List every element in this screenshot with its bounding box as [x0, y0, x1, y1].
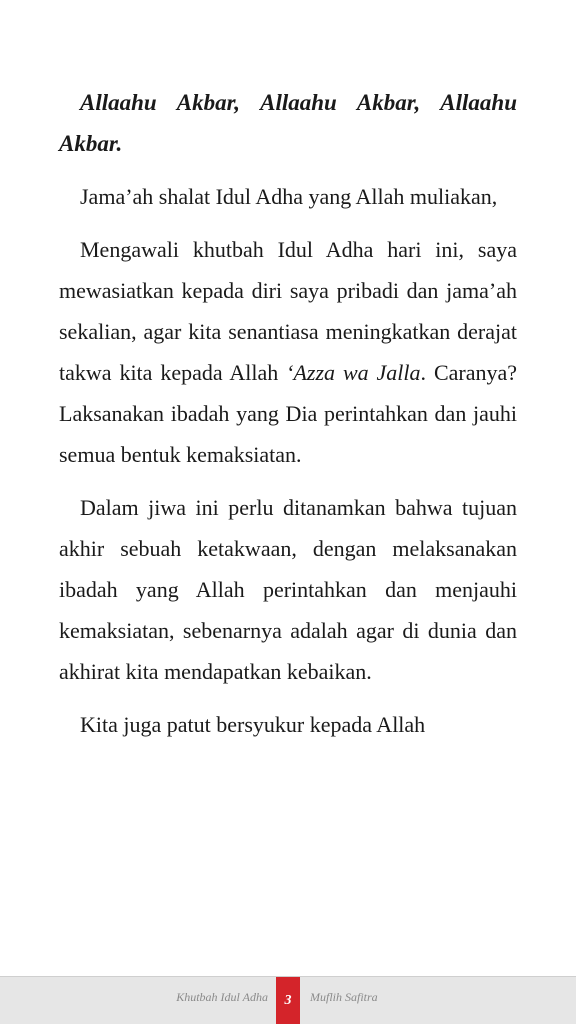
- page-number-badge: 3: [276, 977, 300, 1024]
- azza-wa-jalla-phrase: ‘Azza wa Jalla: [286, 360, 421, 385]
- takbir-opening: Allaahu Akbar, Allaahu Akbar, Allaahu Akbar.: [59, 90, 517, 156]
- paragraph-takwa: Dalam jiwa ini perlu ditanamkan bahwa tujuan akhir sebuah ketakwaan, dengan melaksanakan ibadah yang Allah perintahkan dan menjauhi kemaksiatan, sebenarnya adalah agar di dunia dan akhirat kita mendapatkan kebaikan.: [59, 495, 517, 684]
- greeting-paragraph: Jama’ah shalat Idul Adha yang Allah muliakan,: [80, 184, 498, 209]
- paragraph-syukur: Kita juga patut bersyukur kepada Allah: [80, 712, 426, 737]
- paragraph-wasiat-text-start: Mengawali khutbah Idul Adha hari ini, saya mewasiatkan kepada diri saya pribadi dan jama’ah sekalian, agar kita senantiasa meningkatkan derajat takwa kita kepada Allah: [59, 237, 517, 385]
- paragraph-wasiat: [59, 229, 517, 475]
- page-body: [59, 82, 517, 757]
- paragraph-wasiat-text-end: . Caranya? Laksanakan ibadah yang Dia perintahkan dan jauhi semua bentuk kemaksiatan.: [59, 360, 518, 467]
- page-footer: [0, 976, 576, 1024]
- footer-author: Muflih Safitra: [310, 990, 378, 1004]
- footer-book-title: Khutbah Idul Adha: [176, 990, 268, 1004]
